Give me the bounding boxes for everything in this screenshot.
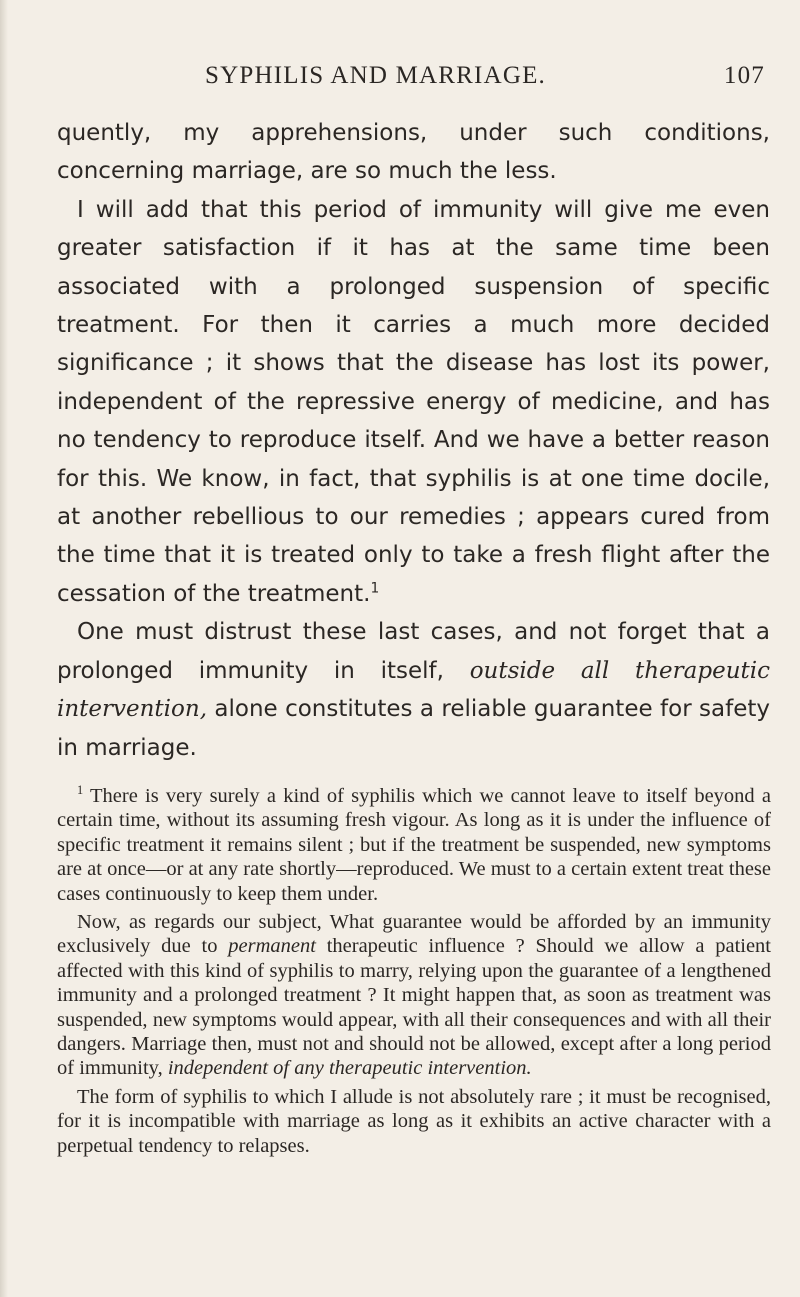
footnote-text: The form of syphilis to which I allude is not absolutely rare ; it must be recognised, for it is incompatible with marriage as long as it exhibits an active character with a perpetual tendency to relapses.	[57, 1085, 771, 1157]
footnote-text: Now, as regards our subject, What guarantee would be afforded by an immunity exclusively due to	[57, 911, 771, 958]
running-header	[205, 62, 765, 90]
page-number: 107	[723, 62, 765, 89]
paragraph-text: One must distrust these last cases, and not forget that a prolonged immunity in itself,	[57, 619, 770, 684]
footnote-3	[57, 1085, 771, 1158]
header-title: SYPHILIS AND MARRIAGE.	[205, 62, 547, 89]
footnote-2	[57, 910, 771, 1081]
footnote-reference: 1	[370, 580, 380, 597]
main-text	[57, 114, 770, 767]
paragraph-continuation: quently, my apprehensions, under such conditions, concerning marriage, are so much the less.	[57, 120, 770, 185]
paragraph-text: alone constitutes a reliable guarantee for safety in marriage.	[57, 696, 770, 761]
paragraph-distrust	[57, 613, 770, 767]
italic-phrase: outside all therapeutic intervention,	[57, 657, 771, 723]
footnote-marker: 1	[77, 783, 84, 798]
paragraph-text: I will add that this period of immunity will give me even greater satisfaction if it has at the same time been associated with a prolonged suspension of specific treatment. For then it carries a much more decided significance ; it shows that the disease has lost its power, independent of the repressive energy of medicine, and has no tendency to reproduce itself. And we have a better reason for this. We know, in fact, that syphilis is at one time docile, at another rebellious to our remedies ; appears cured from the time that it is treated only to take a fresh flight after the cessation of the treatment.	[57, 196, 770, 607]
footnote-text: There is very surely a kind of syphilis which we cannot leave to itself beyond a certain time, without its assuming fresh vigour. As long as it is under the influence of specific treatment it remains silent ; but if the treatment be suspended, new symptoms are at once—or at any rate shortly—reproduced. We must to a certain extent treat these cases continuously to keep them under.	[57, 785, 771, 905]
italic-word: permanent	[228, 935, 316, 958]
italic-phrase: independent of any therapeutic intervention.	[167, 1057, 532, 1080]
footnote-text: therapeutic influence ? Should we allow a patient affected with this kind of syphilis to marry, relying upon the guarantee of a lengthened immunity and a prolonged treatment ? It might happen that, as soon as treatment was suspended, new symptoms would appear, with all their consequences and with all their dangers. Marriage then, must not and should not be allowed, except after a long period of immunity,	[57, 935, 772, 1080]
footnote-1	[57, 784, 771, 906]
paragraph-immunity	[57, 191, 770, 613]
footnotes	[57, 784, 771, 1162]
